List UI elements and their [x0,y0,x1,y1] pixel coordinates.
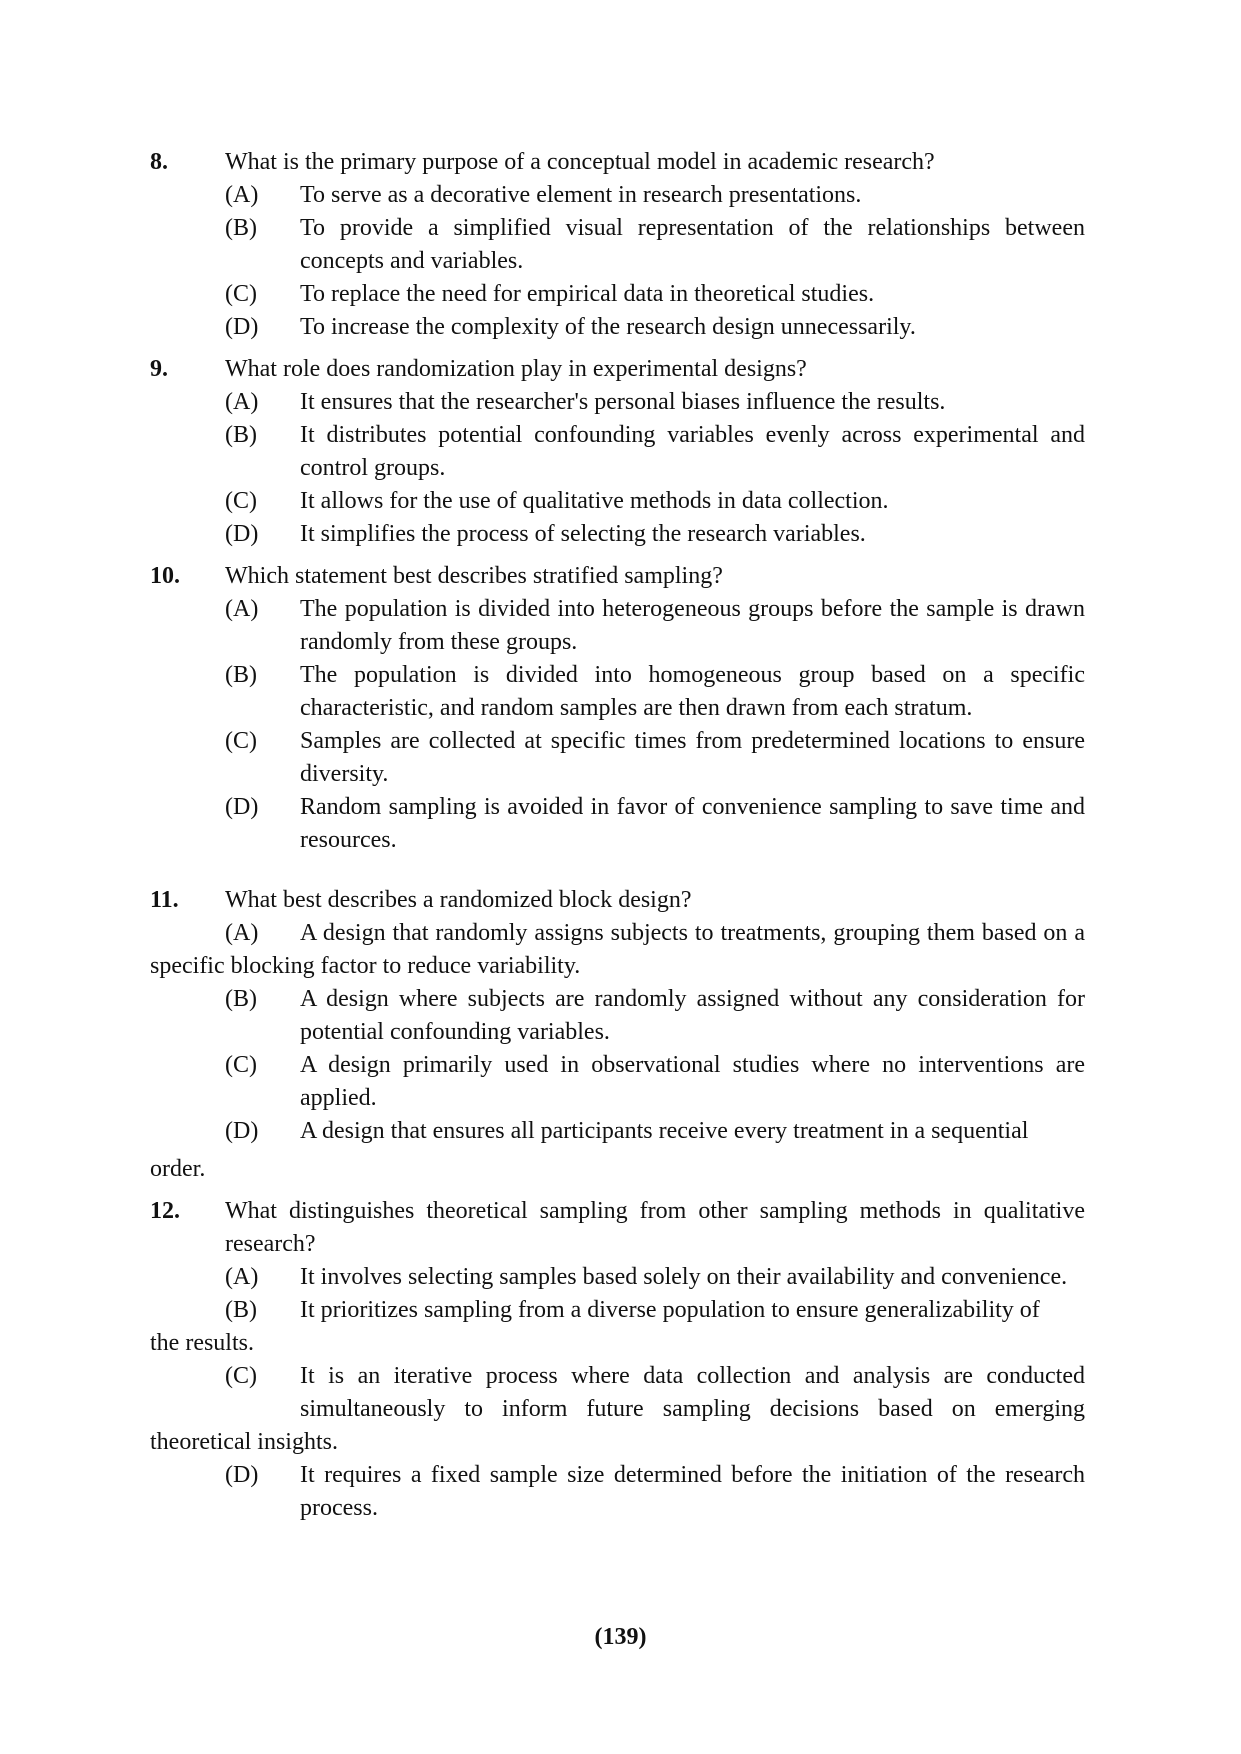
option-c [225,1049,1085,1115]
option-label: (C) [225,728,257,754]
question-number: 12. [150,1198,180,1224]
question-text: What distinguishes theoretical sampling from other sampling methods in qualitative research? [225,1198,1085,1257]
option-label: (B) [225,422,257,448]
option-text: It requires a fixed sample size determined before the initiation of the research process. [300,1462,1085,1521]
option-label: (D) [225,314,259,340]
option-label: (B) [225,662,257,688]
option-text-line-2: simultaneously to inform future sampling decisions based on emerging [300,1396,1085,1422]
question-text: What is the primary purpose of a conceptual model in academic research? [225,149,935,175]
option-label: (B) [225,1297,257,1323]
option-text: To increase the complexity of the research design unnecessarily. [300,314,916,340]
question-12 [150,1195,1085,1525]
option-d [225,311,1085,344]
option-label: (C) [225,488,257,514]
option-text: Samples are collected at specific times from predetermined locations to ensure diversity. [300,728,1085,787]
question-8 [150,146,1085,344]
option-text: Random sampling is avoided in favor of convenience sampling to save time and resources. [300,794,1085,853]
question-text: What best describes a randomized block design? [225,887,692,913]
option-label: (D) [225,1118,259,1144]
option-b [225,659,1085,725]
question-10 [150,560,1085,857]
option-label: (C) [225,281,257,307]
option-text: It distributes potential confounding variables evenly across experimental and control groups. [300,422,1085,481]
option-d [225,1459,1085,1525]
option-c [225,1360,1085,1426]
option-label: (A) [225,920,259,946]
option-c [225,278,1085,311]
option-label: (C) [225,1363,257,1389]
question-number: 10. [150,563,180,589]
option-text: It involves selecting samples based solely on their availability and convenience. [300,1264,1068,1290]
question-9 [150,353,1085,551]
question-number: 9. [150,356,168,382]
option-text: To replace the need for empirical data in theoretical studies. [300,281,875,307]
option-a [225,386,1085,419]
option-label: (D) [225,1462,259,1488]
option-text: It allows for the use of qualitative methods in data collection. [300,488,889,514]
option-b [225,1294,1085,1327]
option-text: To serve as a decorative element in research presentations. [300,182,862,208]
question-11 [150,884,1085,1186]
option-text: It is an iterative process where data collection and analysis are conducted [300,1363,1085,1389]
option-label: (A) [225,1264,259,1290]
option-text: The population is divided into homogeneous group based on a specific characteristic, and random samples are then drawn from each stratum. [300,662,1085,721]
option-text: A design that ensures all participants receive every treatment in a sequential [300,1118,1029,1144]
option-c [225,485,1085,518]
option-label: (C) [225,1052,257,1078]
option-text: It simplifies the process of selecting the research variables. [300,521,866,547]
option-text: A design where subjects are randomly assigned without any consideration for potential confounding variables. [300,986,1085,1045]
question-text: What role does randomization play in experimental designs? [225,356,807,382]
question-number: 8. [150,149,168,175]
option-b [225,419,1085,485]
option-b [225,212,1085,278]
document-body [150,146,1085,1534]
option-text-block [300,1360,1085,1426]
option-continuation: the results. [150,1330,254,1356]
option-label: (A) [225,389,259,415]
option-label: (A) [225,596,259,622]
option-a [225,1261,1085,1294]
option-text: It prioritizes sampling from a diverse population to ensure generalizability of [300,1297,1040,1323]
option-label: (D) [225,521,259,547]
question-text: Which statement best describes stratified sampling? [225,563,723,589]
question-number: 11. [150,887,179,913]
option-text: A design that randomly assigns subjects to treatments, grouping them based on a specific blocking factor to reduce variability. [150,920,1085,979]
option-a [225,179,1085,212]
option-b [225,983,1085,1049]
option-d [225,1115,1085,1148]
option-continuation: theoretical insights. [150,1429,338,1455]
page-number: (139) [594,1624,647,1650]
option-c [225,725,1085,791]
option-text: A design primarily used in observational studies where no interventions are applied. [300,1052,1085,1111]
option-a [150,917,1085,983]
option-label: (B) [225,986,257,1012]
option-label: (A) [225,182,259,208]
option-text: It ensures that the researcher's personal biases influence the results. [300,389,946,415]
option-label: (D) [225,794,259,820]
option-text: The population is divided into heterogeneous groups before the sample is drawn randomly from these groups. [300,596,1085,655]
option-text: To provide a simplified visual representation of the relationships between concepts and variables. [300,215,1085,274]
option-continuation: order. [150,1156,206,1182]
option-a [225,593,1085,659]
option-d [225,791,1085,857]
option-label: (B) [225,215,257,241]
option-d [225,518,1085,551]
